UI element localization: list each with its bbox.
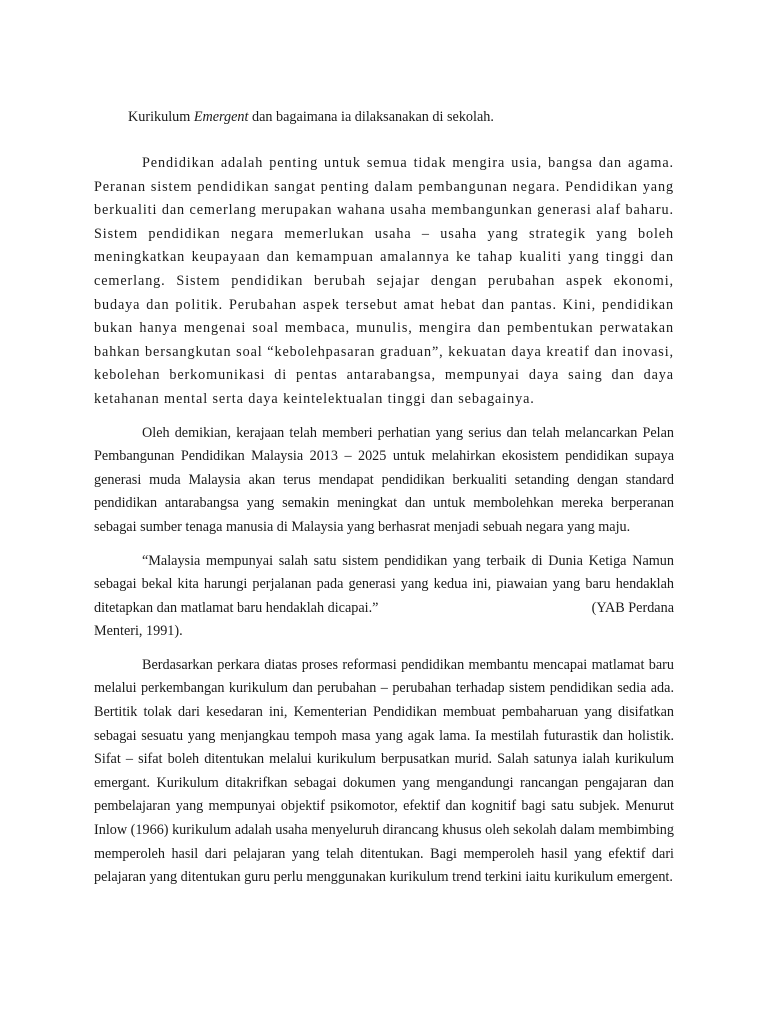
document-title <box>128 108 674 126</box>
quote-text: “Malaysia mempunyai salah satu sistem pendidikan yang terbaik di Dunia Ketiga Namun sebagai bekal kita harungi perjalanan pada generasi yang kedua ini, piawaian yang baru hendaklah ditetapkan dan matlamat baru hendaklah dicapai.” <box>94 552 674 616</box>
title-suffix: dan bagaimana ia dilaksanakan di sekolah. <box>252 109 494 125</box>
title-prefix: Kurikulum <box>128 109 191 125</box>
title-italic-word: Emergent <box>193 109 249 125</box>
paragraph-1: Pendidikan adalah penting untuk semua tidak mengira usia, bangsa dan agama. Peranan sistem pendidikan sangat penting dalam pembangunan negara. Pendidikan yang berkualiti dan cemerlang merupakan wahana usaha membangunkan generasi alaf baharu. Sistem pendidikan negara memerlukan usaha – usaha yang strategik yang boleh meningkatkan keupayaan dan kemampuan amalannya ke tahap kualiti yang tinggi dan cemerlang. Sistem pendidikan berubah sejajar dengan perubahan aspek ekonomi, budaya dan politik. Perubahan aspek tersebut amat hebat dan pantas. Kini, pendidikan bukan hanya mengenai soal membaca, munulis, mengira dan pembentukan perwatakan bahkan bersangkutan soal “kebolehpasaran graduan”, kekuatan daya kreatif dan inovasi, kebolehan berkomunikasi di pentas antarabangsa, mempunyai daya saing dan daya ketahanan mental serta daya keintelektualan tinggi dan sebagainya. <box>94 155 674 407</box>
quote-citation-start: (YAB Perdana <box>591 599 674 616</box>
paragraph-3: Berdasarkan perkara diatas proses reformasi pendidikan membantu mencapai matlamat baru melalui perkembangan kurikulum dan perubahan – perubahan terhadap sistem pendidikan sedia ada. Bertitik tolak dari kesedaran ini, Kementerian Pendidikan membuat pembaharuan yang disifatkan sebagai sesuatu yang menjangkau tempoh masa yang agak lama. Ia mestilah futurastik dan holistik. Sifat – sifat boleh ditentukan melalui kurikulum berpusatkan murid. Salah satunya ialah kurikulum emergant. Kurikulum ditakrifkan sebagai dokumen yang mengandungi rancangan pengajaran dan pembelajaran yang mempunyai objektif psikomotor, efektif dan kognitif bagi satu subjek. Menurut Inlow (1966) kurikulum adalah usaha menyeluruh dirancang khusus oleh sekolah dalam membimbing memperoleh hasil dari pelajaran yang telah ditentukan. Bagi memperoleh hasil yang efektif dari pelajaran yang ditentukan guru perlu menggunakan kurikulum trend terkini iaitu kurikulum emergent. <box>94 656 674 886</box>
paragraph-2: Oleh demikian, kerajaan telah memberi perhatian yang serius dan telah melancarkan Pelan Pembangunan Pendidikan Malaysia 2013 – 2025 untuk melahirkan ekosistem pendidikan supaya generasi muda Malaysia akan terus mendapat pendidikan berkualiti setanding dengan standard pendidikan antarabangsa yang semakin meningkat dan untuk membolehkan mereka berperanan sebagai sumber tenaga manusia di Malaysia yang berhasrat menjadi sebuah negara yang maju. <box>94 424 674 535</box>
quote-citation-end: Menteri, 1991). <box>94 623 183 640</box>
quote-paragraph <box>94 550 674 644</box>
